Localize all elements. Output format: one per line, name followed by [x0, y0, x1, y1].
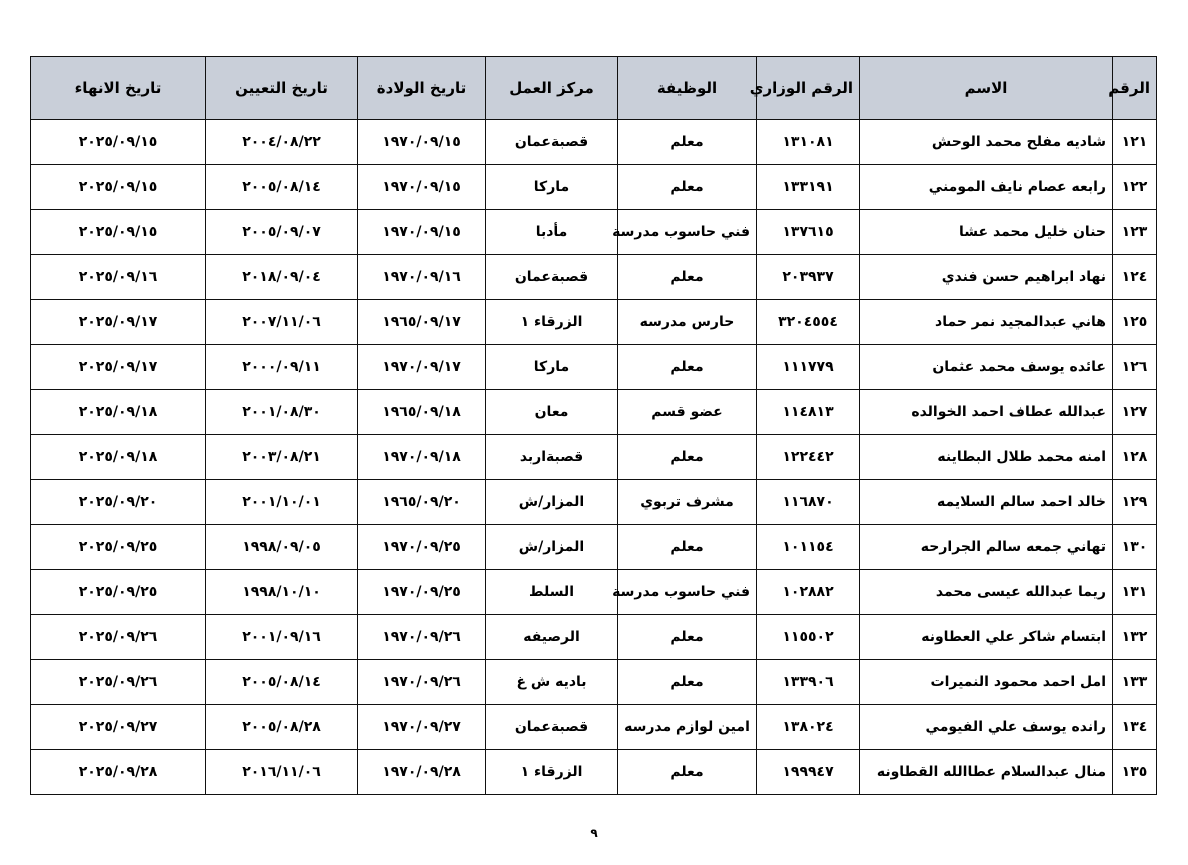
table-row — [31, 210, 1157, 255]
cell-ministry-id: ١٠١١٥٤ — [757, 525, 860, 570]
cell-end-date: ٢٠٢٥/٠٩/١٨ — [31, 390, 206, 435]
cell-num: ١٣٤ — [1113, 705, 1157, 750]
cell-num: ١٢٣ — [1113, 210, 1157, 255]
header-num: الرقم — [1113, 57, 1157, 120]
cell-job: معلم — [618, 525, 757, 570]
cell-end-date: ٢٠٢٥/٠٩/٢٧ — [31, 705, 206, 750]
table-header — [31, 57, 1157, 120]
cell-job: معلم — [618, 345, 757, 390]
cell-ministry-id: ١٢٢٤٤٢ — [757, 435, 860, 480]
cell-num: ١٢٨ — [1113, 435, 1157, 480]
cell-job: معلم — [618, 750, 757, 795]
cell-job: امين لوازم مدرسه — [618, 705, 757, 750]
cell-end-date: ٢٠٢٥/٠٩/١٧ — [31, 345, 206, 390]
cell-end-date: ٢٠٢٥/٠٩/٢٠ — [31, 480, 206, 525]
cell-num: ١٢٥ — [1113, 300, 1157, 345]
cell-job: معلم — [618, 615, 757, 660]
table-body — [31, 120, 1157, 795]
header-name: الاسم — [860, 57, 1113, 120]
header-hire-date: تاريخ التعيين — [206, 57, 358, 120]
table-row — [31, 570, 1157, 615]
cell-birth-date: ١٩٧٠/٠٩/١٥ — [358, 165, 486, 210]
header-job: الوظيفة — [618, 57, 757, 120]
cell-birth-date: ١٩٧٠/٠٩/١٥ — [358, 120, 486, 165]
cell-end-date: ٢٠٢٥/٠٩/١٥ — [31, 210, 206, 255]
cell-birth-date: ١٩٦٥/٠٩/١٨ — [358, 390, 486, 435]
cell-birth-date: ١٩٧٠/٠٩/١٦ — [358, 255, 486, 300]
cell-location: ماركا — [486, 165, 618, 210]
cell-birth-date: ١٩٧٠/٠٩/٢٧ — [358, 705, 486, 750]
cell-location: الزرقاء ١ — [486, 750, 618, 795]
cell-ministry-id: ١٩٩٩٤٧ — [757, 750, 860, 795]
cell-job: معلم — [618, 435, 757, 480]
cell-name: هاني عبدالمجيد نمر حماد — [860, 300, 1113, 345]
table-row — [31, 435, 1157, 480]
cell-location: قصبةعمان — [486, 705, 618, 750]
table-row — [31, 480, 1157, 525]
cell-job: حارس مدرسه — [618, 300, 757, 345]
table-row — [31, 390, 1157, 435]
cell-job: فني حاسوب مدرسة — [618, 570, 757, 615]
table-row — [31, 255, 1157, 300]
table-row — [31, 750, 1157, 795]
cell-name: شاديه مفلح محمد الوحش — [860, 120, 1113, 165]
header-location: مركز العمل — [486, 57, 618, 120]
cell-end-date: ٢٠٢٥/٠٩/٢٥ — [31, 525, 206, 570]
cell-location: قصبةاربد — [486, 435, 618, 480]
cell-ministry-id: ١٣٨٠٢٤ — [757, 705, 860, 750]
cell-hire-date: ٢٠٠٤/٠٨/٢٢ — [206, 120, 358, 165]
cell-hire-date: ٢٠١٦/١١/٠٦ — [206, 750, 358, 795]
cell-job: معلم — [618, 660, 757, 705]
table-row — [31, 120, 1157, 165]
cell-job: معلم — [618, 120, 757, 165]
cell-birth-date: ١٩٧٠/٠٩/٢٨ — [358, 750, 486, 795]
cell-birth-date: ١٩٧٠/٠٩/٢٥ — [358, 570, 486, 615]
cell-end-date: ٢٠٢٥/٠٩/١٧ — [31, 300, 206, 345]
cell-ministry-id: ١٠٢٨٨٢ — [757, 570, 860, 615]
cell-birth-date: ١٩٧٠/٠٩/٢٦ — [358, 615, 486, 660]
cell-birth-date: ١٩٧٠/٠٩/٢٦ — [358, 660, 486, 705]
cell-num: ١٢٢ — [1113, 165, 1157, 210]
cell-birth-date: ١٩٧٠/٠٩/٢٥ — [358, 525, 486, 570]
table-row — [31, 165, 1157, 210]
cell-end-date: ٢٠٢٥/٠٩/١٥ — [31, 120, 206, 165]
cell-ministry-id: ١٣٣١٩١ — [757, 165, 860, 210]
cell-hire-date: ٢٠٠١/٠٨/٣٠ — [206, 390, 358, 435]
cell-ministry-id: ١١٥٥٠٢ — [757, 615, 860, 660]
header-birth-date: تاريخ الولادة — [358, 57, 486, 120]
cell-num: ١٢٤ — [1113, 255, 1157, 300]
cell-birth-date: ١٩٧٠/٠٩/١٥ — [358, 210, 486, 255]
cell-name: نهاد ابراهيم حسن فندي — [860, 255, 1113, 300]
cell-hire-date: ٢٠٠٥/٠٨/٢٨ — [206, 705, 358, 750]
cell-num: ١٣٥ — [1113, 750, 1157, 795]
cell-birth-date: ١٩٦٥/٠٩/٢٠ — [358, 480, 486, 525]
cell-num: ١٢٧ — [1113, 390, 1157, 435]
cell-name: امنه محمد طلال البطاينه — [860, 435, 1113, 480]
cell-hire-date: ٢٠٠٧/١١/٠٦ — [206, 300, 358, 345]
cell-name: رابعه عصام نايف المومني — [860, 165, 1113, 210]
cell-hire-date: ٢٠٠٠/٠٩/١١ — [206, 345, 358, 390]
cell-name: امل احمد محمود النميرات — [860, 660, 1113, 705]
cell-end-date: ٢٠٢٥/٠٩/١٦ — [31, 255, 206, 300]
cell-hire-date: ٢٠٠٥/٠٨/١٤ — [206, 165, 358, 210]
cell-location: معان — [486, 390, 618, 435]
cell-location: الزرقاء ١ — [486, 300, 618, 345]
header-row — [31, 57, 1157, 120]
cell-hire-date: ١٩٩٨/٠٩/٠٥ — [206, 525, 358, 570]
cell-birth-date: ١٩٦٥/٠٩/١٧ — [358, 300, 486, 345]
cell-job: عضو قسم — [618, 390, 757, 435]
cell-end-date: ٢٠٢٥/٠٩/١٨ — [31, 435, 206, 480]
cell-end-date: ٢٠٢٥/٠٩/٢٦ — [31, 660, 206, 705]
cell-end-date: ٢٠٢٥/٠٩/٢٨ — [31, 750, 206, 795]
cell-num: ١٣٣ — [1113, 660, 1157, 705]
cell-name: خالد احمد سالم السلايمه — [860, 480, 1113, 525]
cell-end-date: ٢٠٢٥/٠٩/١٥ — [31, 165, 206, 210]
table-row — [31, 705, 1157, 750]
cell-job: معلم — [618, 255, 757, 300]
cell-job: معلم — [618, 165, 757, 210]
cell-job: فني حاسوب مدرسة — [618, 210, 757, 255]
cell-name: ابتسام شاكر علي العطاونه — [860, 615, 1113, 660]
cell-name: ريما عبدالله عيسى محمد — [860, 570, 1113, 615]
table-row — [31, 345, 1157, 390]
table-row — [31, 525, 1157, 570]
page-number: ٩ — [590, 826, 598, 840]
cell-location: المزار/ش — [486, 525, 618, 570]
cell-num: ١٣١ — [1113, 570, 1157, 615]
cell-location: الرصيفه — [486, 615, 618, 660]
cell-name: رانده يوسف علي الفيومي — [860, 705, 1113, 750]
cell-hire-date: ٢٠٠٥/٠٨/١٤ — [206, 660, 358, 705]
cell-name: حنان خليل محمد عشا — [860, 210, 1113, 255]
cell-hire-date: ١٩٩٨/١٠/١٠ — [206, 570, 358, 615]
cell-location: باديه ش غ — [486, 660, 618, 705]
cell-num: ١٢١ — [1113, 120, 1157, 165]
cell-hire-date: ٢٠١٨/٠٩/٠٤ — [206, 255, 358, 300]
cell-end-date: ٢٠٢٥/٠٩/٢٥ — [31, 570, 206, 615]
cell-location: قصبةعمان — [486, 120, 618, 165]
cell-ministry-id: ١٣٣٩٠٦ — [757, 660, 860, 705]
cell-name: عبدالله عطاف احمد الخوالده — [860, 390, 1113, 435]
cell-hire-date: ٢٠٠١/١٠/٠١ — [206, 480, 358, 525]
cell-num: ١٣٢ — [1113, 615, 1157, 660]
cell-hire-date: ٢٠٠١/٠٩/١٦ — [206, 615, 358, 660]
cell-ministry-id: ٢٠٣٩٣٧ — [757, 255, 860, 300]
cell-job: مشرف تربوي — [618, 480, 757, 525]
cell-birth-date: ١٩٧٠/٠٩/١٨ — [358, 435, 486, 480]
table-row — [31, 615, 1157, 660]
cell-num: ١٢٩ — [1113, 480, 1157, 525]
cell-hire-date: ٢٠٠٣/٠٨/٢١ — [206, 435, 358, 480]
cell-ministry-id: ١٣٧٦١٥ — [757, 210, 860, 255]
cell-birth-date: ١٩٧٠/٠٩/١٧ — [358, 345, 486, 390]
cell-location: ماركا — [486, 345, 618, 390]
cell-location: قصبةعمان — [486, 255, 618, 300]
cell-hire-date: ٢٠٠٥/٠٩/٠٧ — [206, 210, 358, 255]
cell-num: ١٣٠ — [1113, 525, 1157, 570]
cell-ministry-id: ١١١٧٧٩ — [757, 345, 860, 390]
employees-table — [30, 56, 1157, 795]
cell-num: ١٢٦ — [1113, 345, 1157, 390]
cell-ministry-id: ١١٤٨١٣ — [757, 390, 860, 435]
table-row — [31, 300, 1157, 345]
cell-end-date: ٢٠٢٥/٠٩/٢٦ — [31, 615, 206, 660]
table-row — [31, 660, 1157, 705]
cell-location: السلط — [486, 570, 618, 615]
cell-location: المزار/ش — [486, 480, 618, 525]
cell-ministry-id: ١٣١٠٨١ — [757, 120, 860, 165]
cell-name: عائده يوسف محمد عثمان — [860, 345, 1113, 390]
cell-name: منال عبدالسلام عطاالله القطاونه — [860, 750, 1113, 795]
header-end-date: تاريخ الانهاء — [31, 57, 206, 120]
cell-ministry-id: ٣٢٠٤٥٥٤ — [757, 300, 860, 345]
cell-ministry-id: ١١٦٨٧٠ — [757, 480, 860, 525]
cell-location: مأدبا — [486, 210, 618, 255]
cell-name: تهاني جمعه سالم الجرارحه — [860, 525, 1113, 570]
header-ministry-id: الرقم الوزاري — [757, 57, 860, 120]
